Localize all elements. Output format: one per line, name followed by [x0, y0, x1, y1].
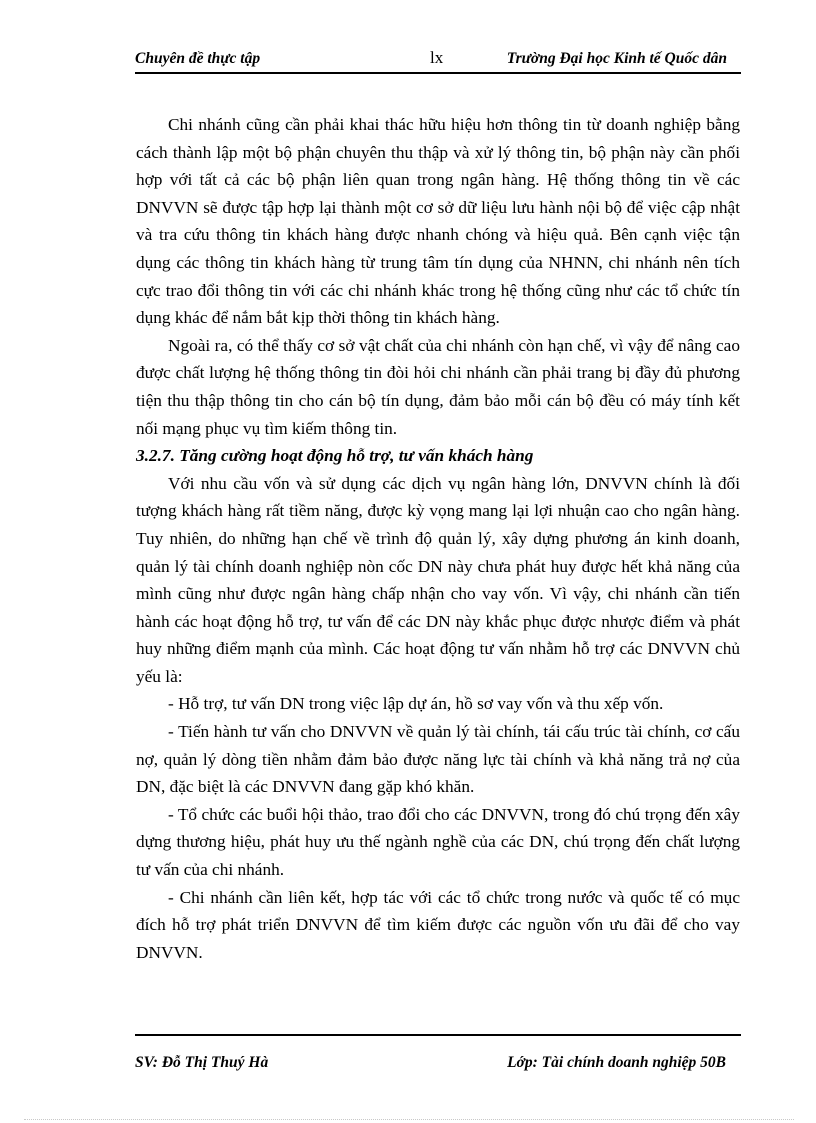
paragraph-sme-intro: Với nhu cầu vốn và sử dụng các dịch vụ ngân hàng lớn, DNVVN chính là đối tượng khách hàng rất tiềm năng, được kỳ vọng mang lại lợi nhuận cao cho ngân hàng. Tuy nhiên, do những hạn chế về trình độ quản lý, xây dựng phương án kinh doanh, quản lý tài chính doanh nghiệp nòn cốc DN này chưa phát huy được hết khả năng của mình cũng như được ngân hàng chấp nhận cho vay vốn. Vì vậy, chi nhánh cần tiến hành các hoạt động hỗ trợ, tư vấn để các DN này khắc phục được nhược điểm và phát huy những điểm mạnh của mình. Các hoạt động tư vấn nhằm hỗ trợ các DNVVN chủ yếu là: — [136, 473, 740, 686]
list-item: - Chi nhánh cần liên kết, hợp tác với các tổ chức trong nước và quốc tế có mục đích hỗ trợ phát triển DNVVN để tìm kiếm được các nguồn vốn ưu đãi để cho vay DNVVN. — [136, 887, 740, 962]
page-header — [135, 46, 740, 72]
list-item: - Tiến hành tư vấn cho DNVVN về quản lý tài chính, tái cấu trúc tài chính, cơ cấu nợ, quản lý dòng tiền nhằm đảm bảo được năng lực tài chính và khả năng trả nợ của DN, đặc biệt là các DNVVN đang gặp khó khăn. — [136, 722, 740, 797]
page-edge-dotted-line — [24, 1119, 794, 1120]
header-report-title: Chuyên đề thực tập — [135, 50, 261, 67]
paragraph-information-system: Chi nhánh cũng cần phải khai thác hữu hiệu hơn thông tin từ doanh nghiệp bằng cách thành lập một bộ phận chuyên thu thập và xử lý thông tin, bộ phận này cần phối hợp với tất cả các bộ phận liên quan trong ngân hàng. Hệ thống thông tin về các DNVVN sẽ được tập hợp lại thành một cơ sở dữ liệu lưu hành nội bộ để việc cập nhật và tra cứu thông tin khách hàng được nhanh chóng và hiệu quả. Bên cạnh việc tận dụng các thông tin khách hàng từ trung tâm tín dụng của NHNN, chi nhánh nên tích cực trao đổi thông tin với các chi nhánh khác trong hệ thống cũng như các tổ chức tín dụng khác để nắm bắt kịp thời thông tin khách hàng. — [136, 115, 740, 328]
page-body — [136, 111, 740, 966]
section-heading: 3.2.7. Tăng cường hoạt động hỗ trợ, tư vấn khách hàng — [136, 446, 534, 466]
footer-class-name: Lớp: Tài chính doanh nghiệp 50B — [507, 1054, 726, 1071]
list-item: - Hỗ trợ, tư vấn DN trong việc lập dự án, hồ sơ vay vốn và thu xếp vốn. — [168, 694, 664, 714]
header-university-name: Trường Đại học Kinh tế Quốc dân — [506, 50, 727, 67]
page-footer — [135, 1054, 740, 1078]
footer-divider — [135, 1034, 741, 1036]
paragraph-facilities: Ngoài ra, có thể thấy cơ sở vật chất của chi nhánh còn hạn chế, vì vậy để nâng cao được chất lượng hệ thống thông tin đòi hỏi chi nhánh cần phải trang bị đầy đủ phương tiện thu thập thông tin cho cán bộ tín dụng, đảm bảo mỗi cán bộ đều có máy tính kết nối mạng phục vụ tìm kiếm thông tin. — [136, 335, 740, 438]
list-item: - Tổ chức các buổi hội thảo, trao đổi cho các DNVVN, trong đó chú trọng đến xây dựng thương hiệu, phát huy ưu thế ngành nghề của các DN, chú trọng đến chất lượng tư vấn của chi nhánh. — [136, 804, 740, 880]
footer-student-name: SV: Đỗ Thị Thuý Hà — [135, 1054, 269, 1071]
header-divider — [135, 72, 741, 74]
header-page-number: lx — [430, 48, 444, 67]
